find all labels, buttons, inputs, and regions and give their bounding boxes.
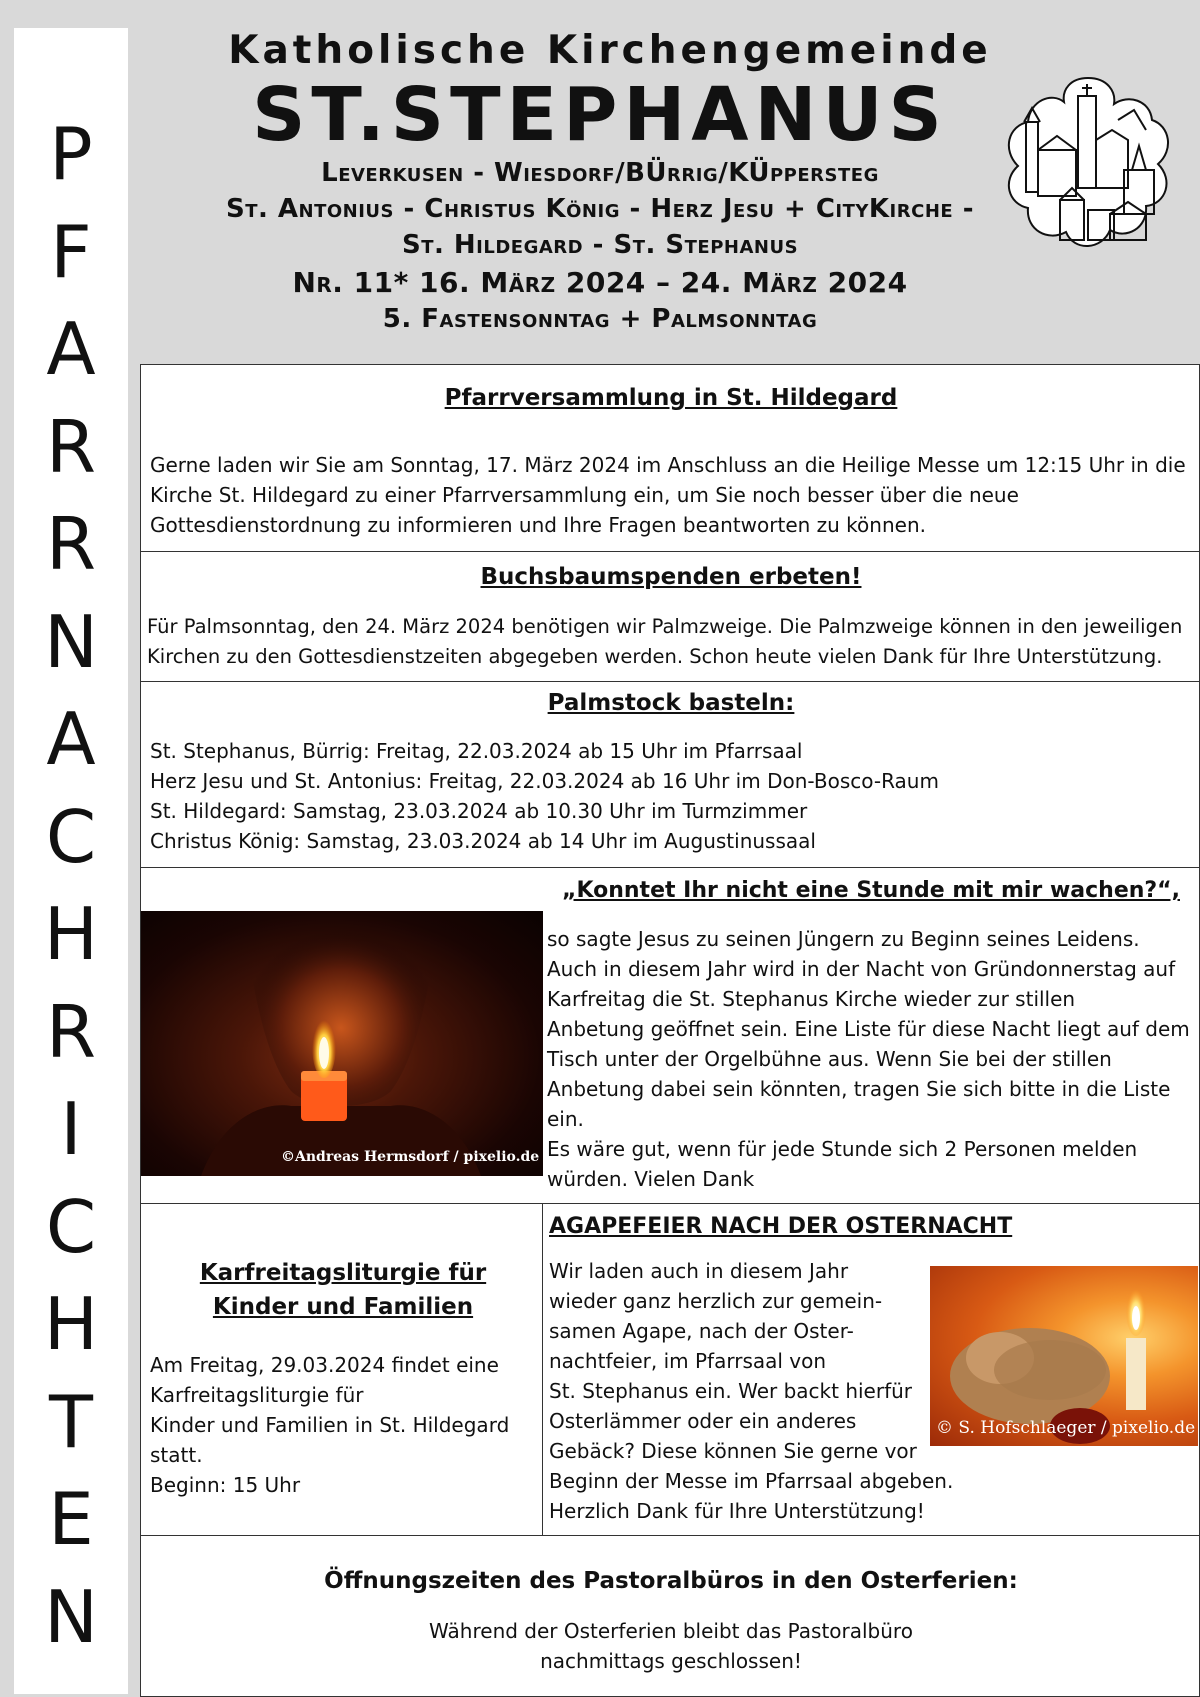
text-line: Osterlämmer oder ein anderes [549,1409,857,1433]
side-letter: E [48,1477,94,1561]
side-letter: F [50,209,92,294]
section-title [141,1256,545,1324]
text-line: Am Freitag, 29.03.2024 findet eine [150,1353,499,1377]
text-line: Kirchen zu den Gottesdienstzeiten abgegeben werden. Schon heute vielen Dank für Ihre Unterstützung. [147,645,1163,668]
candle-photo [141,911,543,1176]
side-letter: N [44,1574,98,1659]
section-body [549,1256,969,1526]
text-line: Karfreitagsliturgie für [150,1383,364,1407]
text-line: Gottesdienstordnung zu informieren und Ihre Fragen beantworten zu können. [150,513,926,537]
text-line: Tisch unter der Orgelbühne aus. Wenn Sie bei der stillen [547,1047,1112,1071]
side-letter: C [45,794,97,879]
text-line: Karfreitag die St. Stephanus Kirche wieder zur stillen [547,987,1076,1011]
text-line: Gebäck? Diese können Sie gerne vor [549,1439,917,1463]
side-letter: P [49,112,93,196]
section-body [150,1350,540,1500]
section-body [150,450,1190,540]
side-letter: A [46,307,96,391]
box-wachen [140,867,1200,1204]
section-title: Buchsbaumspenden erbeten! [480,564,862,590]
section-title: Pfarrversammlung in St. Hildegard [444,385,898,411]
box-palmstock [140,681,1200,868]
text-line: Beginn der Messe im Pfarrsaal abgeben. [549,1469,954,1493]
parish-logo [998,70,1178,260]
box-karfreitag [140,1203,544,1536]
parish-label: Katholische Kirchengemeinde [228,28,992,73]
side-letter: T [49,1379,93,1464]
text-line: St. Hildegard: Samstag, 23.03.2024 ab 10.30 Uhr im Turmzimmer [150,799,808,823]
box-pfarrversammlung [140,364,1200,552]
section-body [141,1616,1200,1676]
text-line: Anbetung geöffnet sein. Eine Liste für diese Nacht liegt auf dem [547,1017,1190,1041]
parish-name: ST.STEPHANUS [252,72,948,158]
side-letter: H [43,1282,99,1366]
sunday-line: 5. Fastensonntag + Palmsonntag [382,304,818,334]
box-buchsbaum [140,551,1200,682]
text-line: wieder ganz herzlich zur gemein- [549,1289,883,1313]
text-line: Kinder und Familien in St. Hildegard [150,1413,510,1437]
district-line: Leverkusen - Wiesdorf/BÜrrig/KÜppersteg [321,158,879,188]
side-letter: A [46,697,96,781]
side-letter: R [45,404,97,489]
churches-line-2: St. Hildegard - St. Stephanus [401,230,799,260]
side-letter: H [43,892,99,976]
section-title: AGAPEFEIER NACH DER OSTERNACHT [549,1214,1013,1239]
text-line: Christus König: Samstag, 23.03.2024 ab 14 Uhr im Augustinussaal [150,829,816,853]
text-line: so sagte Jesus zu seinen Jüngern zu Beginn seines Leidens. [547,927,1140,951]
masthead [140,0,1200,364]
text-line: St. Stephanus, Bürrig: Freitag, 22.03.2024 ab 15 Uhr im Pfarrsaal [150,739,803,763]
text-line: nachtfeier, im Pfarrsaal von [549,1349,827,1373]
text-line: Auch in diesem Jahr wird in der Nacht von Gründonnerstag auf [547,957,1176,981]
box-agape [542,1203,1200,1536]
text-line: Herzlich Dank für Ihre Unterstützung! [549,1499,925,1523]
title-line: Kinder und Familien [212,1294,474,1320]
side-letter: R [45,989,97,1074]
side-letter: N [44,599,98,684]
section-body [147,612,1197,672]
lamb-photo [930,1266,1198,1446]
candle-illustration [141,911,543,1176]
text-line: samen Agape, nach der Oster- [549,1319,854,1343]
side-letter: C [45,1184,97,1269]
title-line: Karfreitagsliturgie für [199,1260,487,1286]
text-line: Herz Jesu und St. Antonius: Freitag, 22.03.2024 ab 16 Uhr im Don-Bosco-Raum [150,769,939,793]
text-line: Während der Osterferien bleibt das Pastoralbüro [429,1619,913,1643]
text-line: Beginn: 15 Uhr [150,1473,301,1497]
image-credit: ©Andreas Hermsdorf / pixelio.de [281,1149,540,1165]
churches-line-1: St. Antonius - Christus König - Herz Jesu + CityKirche - [225,194,975,224]
vertical-title-strip [14,28,128,1694]
side-letter: R [45,502,97,586]
side-letter: I [60,1087,82,1171]
text-line: Kirche St. Hildegard zu einer Pfarrversammlung ein, um Sie noch besser über die neue [150,483,1019,507]
section-body [150,736,1190,856]
section-title: Öffnungszeiten des Pastoralbüros in den Osterferien: [324,1568,1018,1594]
section-body [547,924,1197,1194]
text-line: Wir laden auch in diesem Jahr [549,1259,849,1283]
text-line: Für Palmsonntag, den 24. März 2024 benötigen wir Palmzweige. Die Palmzweige können in den jeweiligen [147,615,1183,638]
box-oeffnungszeiten [140,1535,1200,1697]
text-line: St. Stephanus ein. Wer backt hierfür [549,1379,913,1403]
image-credit: © S. Hofschlaeger / pixelio.de [936,1418,1196,1438]
text-line: würden. Vielen Dank [547,1167,755,1191]
text-line: statt. [150,1443,203,1467]
text-line: Anbetung dabei sein könnten, tragen Sie sich bitte in die Liste ein. [547,1077,1171,1131]
section-title: „Konntet Ihr nicht eine Stunde mit mir wachen?“, [562,878,1180,903]
text-line: Es wäre gut, wenn für jede Stunde sich 2 Personen melden [547,1137,1138,1161]
issue-line: Nr. 11* 16. März 2024 – 24. März 2024 [292,266,908,299]
text-line: nachmittags geschlossen! [540,1649,802,1673]
section-title: Palmstock basteln: [547,690,795,716]
text-line: Gerne laden wir Sie am Sonntag, 17. März 2024 im Anschluss an die Heilige Messe um 12:15 Uhr in die [150,453,1186,477]
